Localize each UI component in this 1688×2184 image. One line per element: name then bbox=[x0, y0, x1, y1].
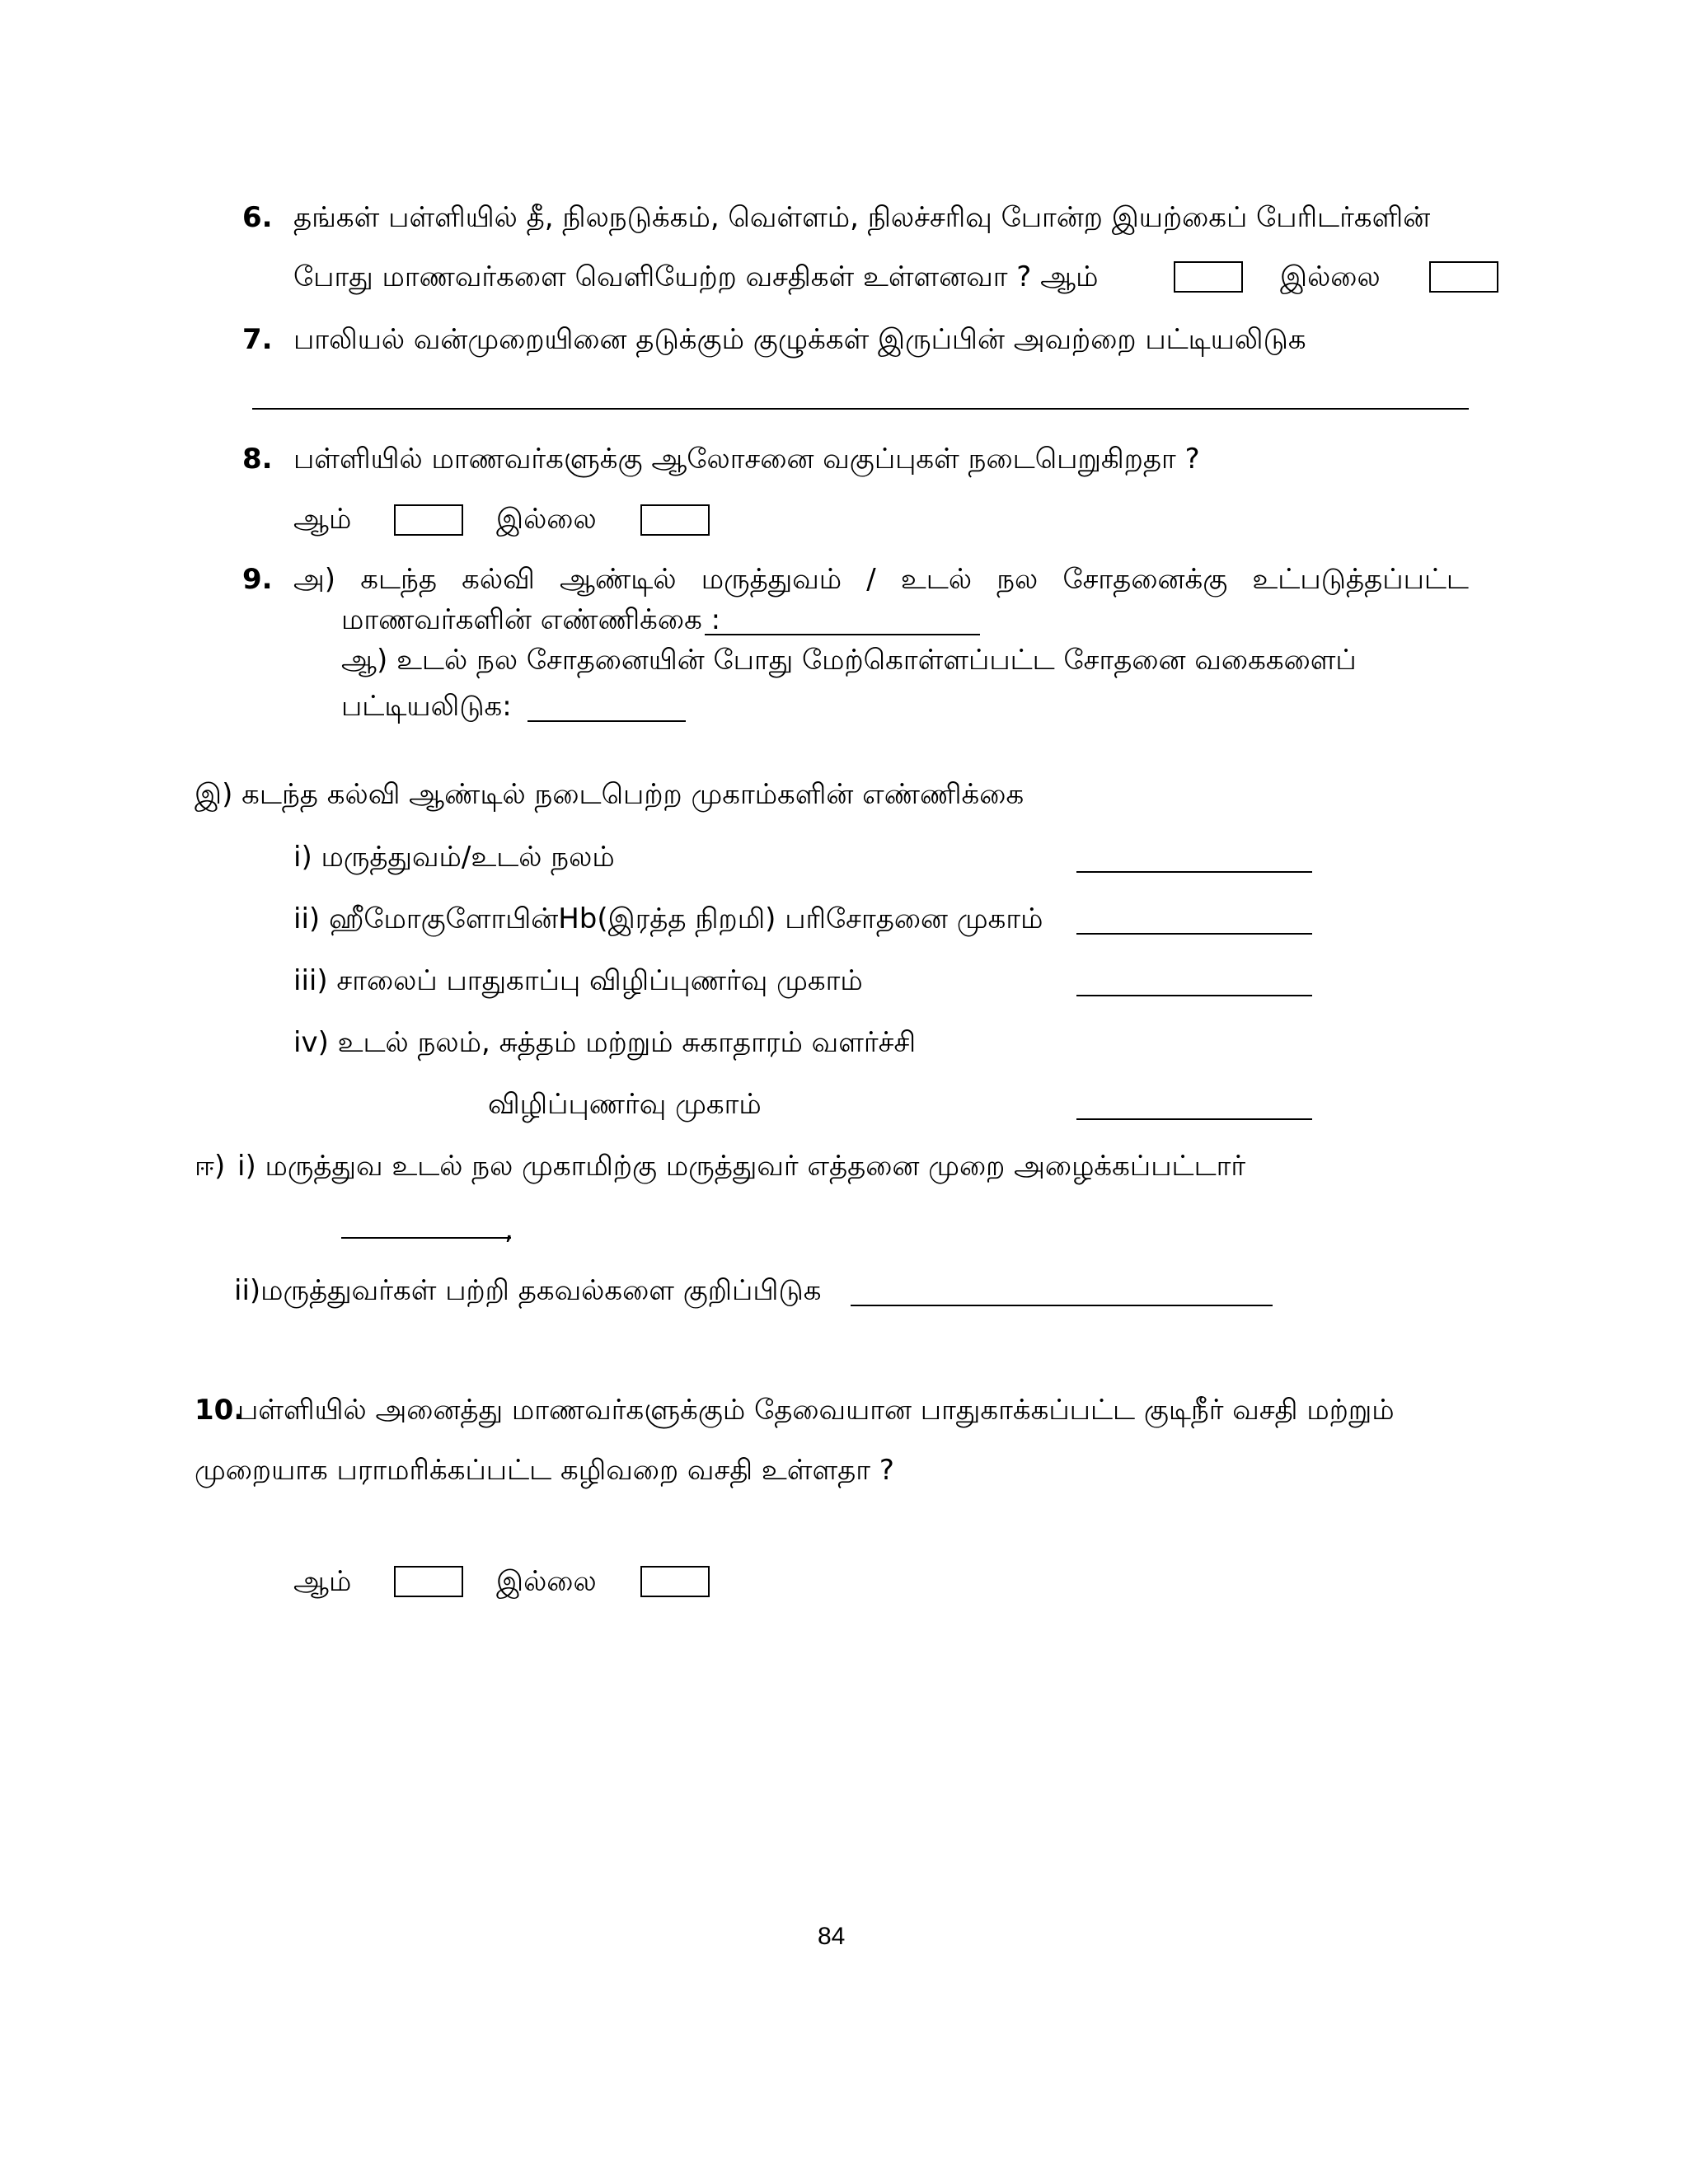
q8-yes-label: ஆம் bbox=[293, 503, 352, 536]
q9-aa-line2: பட்டியலிடுக: bbox=[341, 690, 512, 723]
page-number: 84 bbox=[818, 1923, 846, 1950]
camp-item-3-answer-line[interactable] bbox=[1076, 995, 1312, 996]
q10-yes-label: ஆம் bbox=[293, 1565, 352, 1598]
q9-ee-line2: ii)மருத்துவர்கள் பற்றி தகவல்களை குறிப்பிடுக bbox=[234, 1274, 822, 1307]
q9-ee-answer-line-1[interactable] bbox=[341, 1237, 511, 1239]
q6-yes-checkbox[interactable] bbox=[1174, 261, 1243, 293]
camp-item-3: iii) சாலைப் பாதுகாப்பு விழிப்புணர்வு முகாம் bbox=[293, 964, 863, 997]
q6-text-line2: போது மாணவர்களை வெளியேற்ற வசதிகள் உள்ளனவா ? ஆம் bbox=[293, 260, 1099, 293]
q8-no-label: இல்லை bbox=[496, 503, 597, 536]
q9-ee-line1: i) மருத்துவ உடல் நல முகாமிற்கு மருத்துவர் எத்தனை முறை அழைக்கப்பட்டார் bbox=[237, 1150, 1246, 1183]
q9-ee-prefix: ஈ) bbox=[195, 1150, 226, 1183]
q10-yes-checkbox[interactable] bbox=[394, 1566, 463, 1597]
q10-number: 10. bbox=[195, 1394, 245, 1427]
q9-ee-answer-line-2[interactable] bbox=[851, 1305, 1273, 1306]
q9-aa-line1: ஆ) உடல் நல சோதனையின் போது மேற்கொள்ளப்பட்ட சோதனை வகைகளைப் bbox=[341, 644, 1357, 677]
q10-no-checkbox[interactable] bbox=[640, 1566, 710, 1597]
q9-a-line2: மாணவர்களின் எண்ணிக்கை : bbox=[341, 603, 721, 636]
q9-e-title: இ) கடந்த கல்வி ஆண்டில் நடைபெற்ற முகாம்களின் எண்ணிக்கை bbox=[195, 778, 1025, 811]
q9-a-line1: அ) கடந்த கல்வி ஆண்டில் மருத்துவம் / உடல் நல சோதனைக்கு உட்படுத்தப்பட்ட bbox=[293, 563, 1469, 596]
q7-answer-line[interactable] bbox=[252, 408, 1469, 410]
q7-text: பாலியல் வன்முறையினை தடுக்கும் குழுக்கள் இருப்பின் அவற்றை பட்டியலிடுக bbox=[293, 323, 1306, 356]
q8-text: பள்ளியில் மாணவர்களுக்கு ஆலோசனை வகுப்புகள் நடைபெறுகிறதா ? bbox=[293, 443, 1200, 476]
q8-yes-checkbox[interactable] bbox=[394, 504, 463, 536]
q6-no-checkbox[interactable] bbox=[1429, 261, 1498, 293]
q10-text-line2: முறையாக பராமரிக்கப்பட்ட கழிவறை வசதி உள்ளதா ? bbox=[195, 1454, 894, 1487]
q7-number: 7. bbox=[242, 323, 273, 356]
q6-no-label: இல்லை bbox=[1280, 260, 1381, 293]
q10-text-line1: பள்ளியில் அனைத்து மாணவர்களுக்கும் தேவையான பாதுகாக்கப்பட்ட குடிநீர் வசதி மற்றும் bbox=[237, 1394, 1395, 1427]
camp-item-1: i) மருத்துவம்/உடல் நலம் bbox=[293, 841, 615, 874]
camp-item-4-answer-line[interactable] bbox=[1076, 1118, 1312, 1120]
camp-item-2: ii) ஹீமோகுளோபின்Hb(இரத்த நிறமி) பரிசோதனை முகாம் bbox=[293, 902, 1043, 935]
q8-no-checkbox[interactable] bbox=[640, 504, 710, 536]
q6-number: 6. bbox=[242, 201, 273, 234]
camp-item-2-answer-line[interactable] bbox=[1076, 933, 1312, 935]
q10-no-label: இல்லை bbox=[496, 1565, 597, 1598]
q6-text-line1: தங்கள் பள்ளியில் தீ, நிலநடுக்கம், வெள்ளம், நிலச்சரிவு போன்ற இயற்கைப் பேரிடர்களின் bbox=[293, 201, 1431, 234]
q9-a-answer-line[interactable] bbox=[705, 634, 980, 635]
camp-item-4: iv) உடல் நலம், சுத்தம் மற்றும் சுகாதாரம் வளர்ச்சி bbox=[293, 1026, 917, 1059]
q9-number: 9. bbox=[242, 563, 273, 596]
q9-ee-comma: , bbox=[504, 1213, 513, 1246]
q8-number: 8. bbox=[242, 443, 273, 476]
camp-item-1-answer-line[interactable] bbox=[1076, 871, 1312, 873]
camp-item-4-continued: விழிப்புணர்வு முகாம் bbox=[488, 1088, 762, 1121]
q9-aa-answer-line[interactable] bbox=[528, 720, 686, 722]
